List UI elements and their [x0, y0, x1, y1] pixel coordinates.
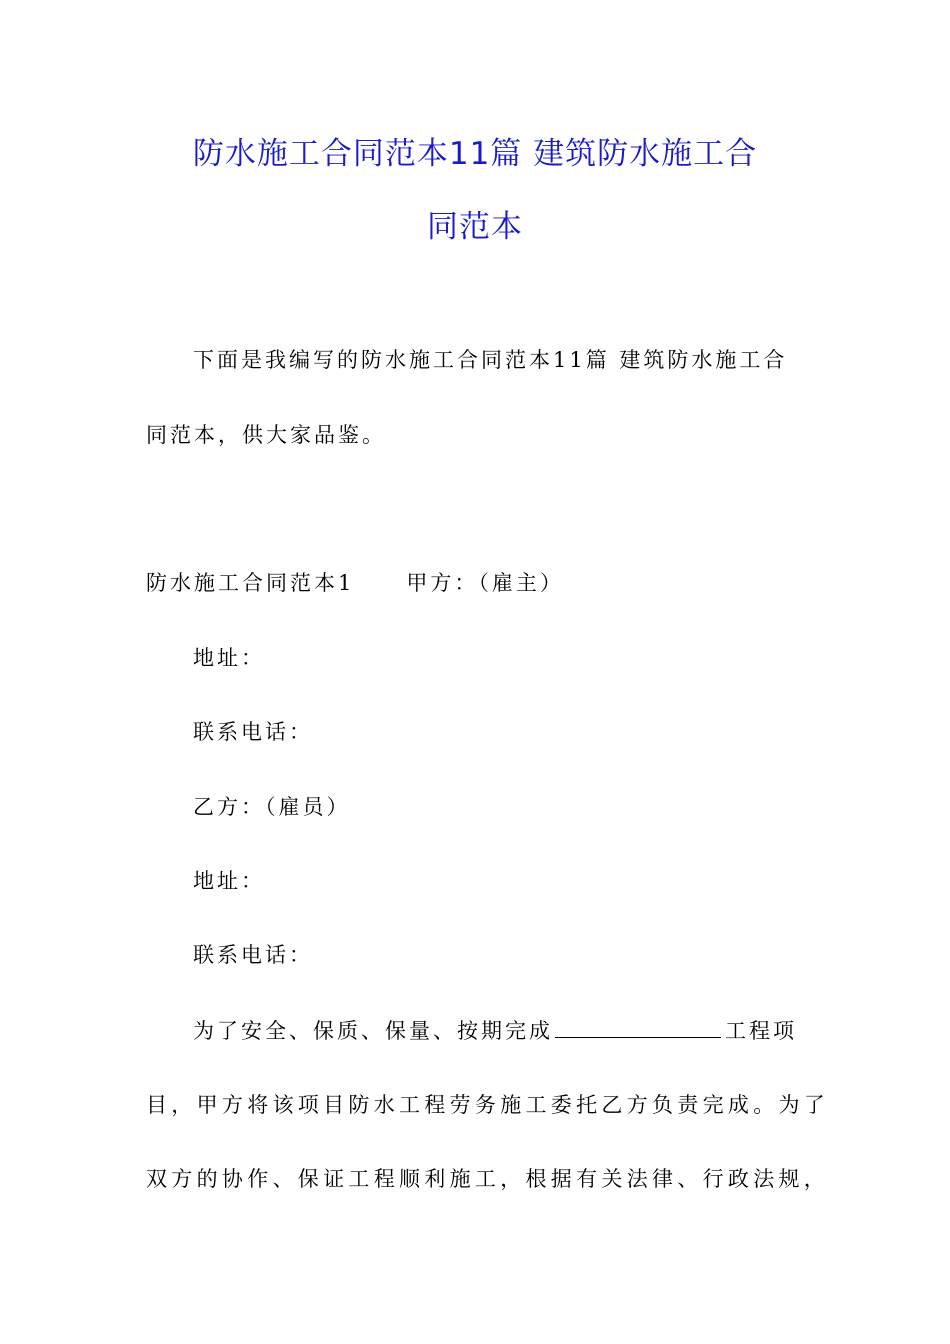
section-heading: 防水施工合同范本1	[146, 571, 355, 595]
party-a-address: 地址：	[193, 646, 265, 670]
project-name-blank	[555, 1017, 721, 1038]
party-b-phone: 联系电话：	[193, 943, 313, 967]
purpose-paragraph-line-1	[193, 1016, 797, 1046]
party-a-phone: 联系电话：	[193, 720, 313, 744]
party-b-label: 乙方：（雇员）	[193, 795, 351, 819]
intro-paragraph-line-2: 同范本，供大家品鉴。	[146, 423, 386, 447]
party-b-address: 地址：	[193, 869, 265, 893]
purpose-paragraph-line-2: 目，甲方将该项目防水工程劳务施工委托乙方负责完成。为了	[146, 1093, 830, 1117]
party-a-label: 甲方：（雇主）	[406, 571, 564, 595]
purpose-text-start: 为了安全、保质、保量、按期完成	[193, 1019, 553, 1043]
document-title-line-1: 防水施工合同范本11篇 建筑防水施工合	[192, 136, 758, 172]
purpose-paragraph-line-3: 双方的协作、保证工程顺利施工，根据有关法律、行政法规，	[146, 1167, 830, 1191]
contract-heading-row	[146, 568, 564, 598]
purpose-text-end: 工程项	[725, 1019, 797, 1043]
intro-paragraph-line-1: 下面是我编写的防水施工合同范本11篇 建筑防水施工合	[193, 348, 788, 372]
document-title-line-2: 同范本	[427, 209, 523, 245]
